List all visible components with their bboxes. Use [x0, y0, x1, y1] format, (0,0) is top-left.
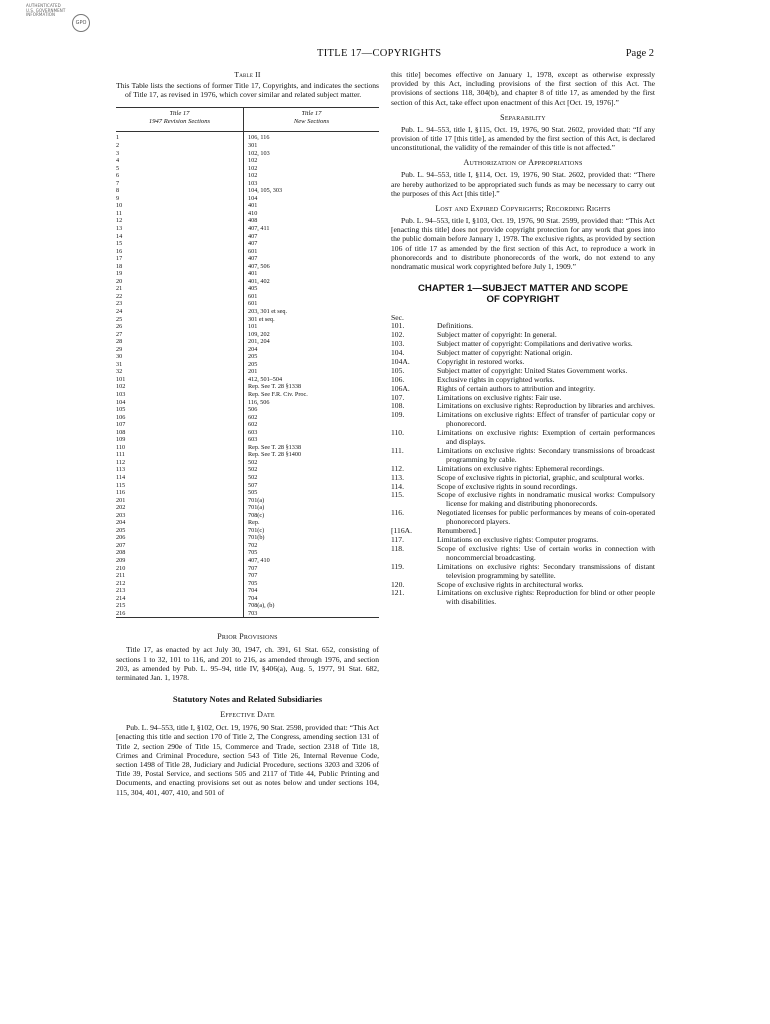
table-row-old-section: [116, 338, 243, 346]
old-section-number: 114: [116, 474, 126, 482]
new-section-reference: 201, 204: [248, 338, 270, 346]
table-row-old-section: [116, 361, 243, 369]
table-row-old-section: [116, 270, 243, 278]
table-row-old-section: [116, 165, 243, 173]
new-section-reference: 708(a), (b): [248, 602, 275, 610]
toc-item: [391, 509, 655, 527]
prior-provisions-heading: Prior Provisions: [217, 632, 278, 642]
table-row-old-section: [116, 436, 243, 444]
table-row-old-section: [116, 150, 243, 158]
toc-section-number: [116A.: [391, 526, 413, 536]
old-section-number: 18: [116, 262, 123, 270]
old-section-number: 213: [116, 587, 126, 595]
table-row-old-section: [116, 451, 243, 459]
new-section-reference: Rep. See T. 28 §1400: [248, 451, 302, 459]
new-section-reference: 601: [248, 247, 258, 255]
old-section-number: 8: [116, 187, 120, 195]
toc-section-title: Exclusive rights in copyrighted works.: [437, 374, 555, 384]
lost-copyrights-heading: Lost and Expired Copyrights; Recording Rights: [435, 204, 611, 214]
table-row-old-section: [116, 323, 243, 331]
table-row-old-section: [116, 512, 243, 520]
old-section-number: 19: [116, 270, 123, 278]
old-section-number: 107: [116, 421, 126, 429]
header-line: Title 17: [169, 110, 190, 118]
seal-line: U.S. GOVERNMENT: [26, 7, 66, 13]
table-title: Table II: [234, 70, 261, 79]
new-section-reference: 205: [248, 353, 258, 361]
old-section-number: 113: [116, 466, 126, 474]
new-section-reference: 201: [248, 368, 258, 376]
new-section-reference: 412, 501–504: [248, 375, 283, 383]
new-section-reference: 203, 301 et seq.: [248, 307, 288, 315]
new-section-reference: 703: [248, 609, 258, 617]
old-section-number: 207: [116, 541, 126, 549]
new-section-reference: 705: [248, 549, 258, 557]
old-section-number: 111: [116, 451, 125, 459]
new-section-reference: 102, 103: [248, 149, 270, 157]
table-row-old-section: [116, 278, 243, 286]
table-intro: This Table lists the sections of former Title 17, Copyrights, and indicates the sections of Title 17, as revised in 1976, which cover similar and related subject matter.: [116, 81, 379, 100]
old-section-number: 102: [116, 383, 126, 391]
table-row-old-section: [116, 534, 243, 542]
table-row-old-section: [116, 527, 243, 535]
new-section-reference: 601: [248, 292, 258, 300]
old-section-number: 103: [116, 391, 126, 398]
toc-item: [391, 429, 655, 447]
new-sections-column: [244, 132, 379, 617]
toc-section-number: 104.: [391, 347, 405, 357]
table-header-row: [116, 107, 379, 132]
old-section-number: 10: [116, 202, 123, 210]
prior-provisions-text: Title 17, as enacted by act July 30, 1947, ch. 391, 61 Stat. 652, consisting of sections 1 to 32, 101 to 116, and 201 to 216, as amended through 1976, and section 203, as amended by Pub. L. 95–94, title IV, §406(a), Aug. 5, 1977, 91 Stat. 682, terminated Jan. 1, 1978.: [116, 645, 379, 683]
new-section-reference: Rep. See T. 28 §1338: [248, 443, 302, 451]
new-section-reference: 401: [248, 202, 258, 210]
table-row-old-section: [116, 489, 243, 497]
statutory-notes-heading: Statutory Notes and Related Subsidiaries: [172, 694, 323, 705]
table-row-old-section: [116, 285, 243, 293]
new-section-reference: 101: [248, 323, 258, 331]
chapter-title-line: CHAPTER 1—SUBJECT MATTER AND SCOPE: [417, 283, 628, 295]
toc-section-title: Limitations on exclusive rights: Effect of transfer of particular copy or phonorecord.: [437, 410, 655, 429]
new-section-reference: Rep. See T. 28 §1338: [248, 383, 302, 391]
toc-section-title: Limitations on exclusive rights: Secondary transmissions of distant television programming by satellite.: [437, 561, 655, 580]
toc-section-title: Negotiated licenses for public performances by means of coin-operated phonorecord players.: [437, 508, 655, 527]
table-row-old-section: [116, 187, 243, 195]
toc-section-number: 116.: [391, 508, 405, 518]
old-section-number: 11: [116, 209, 122, 217]
old-section-number: 214: [116, 594, 126, 602]
toc-section-number: 106A.: [391, 383, 410, 393]
header-line: New Sections: [293, 118, 330, 126]
old-section-number: 32: [116, 368, 123, 376]
old-section-number: 31: [116, 360, 123, 368]
toc-section-number: 103.: [391, 339, 405, 349]
toc-section-title: Definitions.: [437, 321, 474, 331]
new-section-reference: 407: [248, 240, 258, 248]
toc-section-number: 121.: [391, 588, 405, 598]
old-section-number: 109: [116, 436, 126, 444]
appropriations-heading: Authorization of Appropriations: [463, 158, 583, 168]
table-row-old-section: [116, 565, 243, 573]
table-header-old: [116, 108, 244, 131]
new-section-reference: 109, 202: [248, 330, 270, 338]
old-section-number: 112: [116, 458, 126, 466]
table-row-old-section: [116, 466, 243, 474]
old-section-number: 104: [116, 398, 126, 406]
old-section-number: 4: [116, 157, 120, 165]
old-section-number: 30: [116, 353, 123, 361]
old-section-number: 212: [116, 579, 126, 587]
toc-section-title: Limitations on exclusive rights: Computer programs.: [437, 535, 599, 544]
toc-section-number: 104A.: [391, 356, 410, 366]
old-section-number: 20: [116, 277, 123, 285]
new-section-reference: Rep. See F.R. Civ. Proc.: [248, 391, 308, 398]
table-row-old-section: [116, 421, 243, 429]
new-section-reference: 116, 506: [248, 398, 270, 406]
seal-line: INFORMATION: [26, 12, 56, 18]
new-section-reference: 602: [248, 421, 258, 429]
toc-section-number: 115.: [391, 490, 405, 500]
toc-section-title: Scope of exclusive rights in nondramatic musical works: Compulsory license for making and distributing phonorecords.: [437, 490, 655, 509]
table-row-old-section: [116, 346, 243, 354]
table-row-old-section: [116, 255, 243, 263]
new-section-reference: 502: [248, 474, 258, 482]
old-section-number: 22: [116, 292, 123, 300]
old-section-number: 16: [116, 247, 123, 255]
new-section-reference: 102: [248, 172, 258, 180]
old-section-number: 206: [116, 534, 126, 542]
old-section-number: 116: [116, 489, 126, 497]
table-body: [116, 132, 379, 618]
old-section-number: 26: [116, 323, 123, 331]
old-section-number: 209: [116, 557, 126, 565]
table-row-old-section: [116, 353, 243, 361]
new-section-reference: 407: [248, 232, 258, 240]
new-section-reference: 603: [248, 436, 258, 444]
table-row-old-section: [116, 293, 243, 301]
old-section-number: 15: [116, 240, 123, 248]
toc-section-title: Subject matter of copyright: United States Government works.: [437, 365, 628, 375]
old-section-number: 115: [116, 481, 126, 489]
new-section-reference: 502: [248, 458, 258, 466]
old-section-number: 27: [116, 330, 123, 338]
table-row-old-section: [116, 202, 243, 210]
toc-section-title: Rights of certain authors to attribution and integrity.: [437, 383, 596, 393]
toc-item: [391, 545, 655, 563]
header-line: Title 17: [301, 110, 322, 118]
table-row-old-section: [116, 157, 243, 165]
new-section-reference: 701(b): [248, 534, 265, 542]
toc-item: [391, 563, 655, 581]
table-row-old-section: [116, 217, 243, 225]
toc-section-number: 105.: [391, 365, 405, 375]
toc-item: [391, 589, 655, 607]
old-section-number: 21: [116, 285, 123, 293]
toc-section-title: Scope of exclusive rights in architectural works.: [437, 579, 584, 589]
table-row-old-section: [116, 444, 243, 452]
table-row-old-section: [116, 195, 243, 203]
new-section-reference: 603: [248, 428, 258, 436]
effective-date-heading: Effective Date: [220, 710, 275, 720]
old-section-number: 203: [116, 511, 126, 519]
separability-text: Pub. L. 94–553, title I, §115, Oct. 19, 1976, 90 Stat. 2602, provided that: “If any provision of title 17 [this title], as amended by the first section of this Act, is declared unconstitutional, the validity of the remainder of this title is not affected.”: [391, 124, 655, 153]
old-section-number: 208: [116, 549, 126, 557]
old-section-number: 29: [116, 345, 123, 353]
new-section-reference: 204: [248, 345, 258, 353]
table-row-old-section: [116, 300, 243, 308]
chapter-title: [391, 283, 655, 305]
table-row-old-section: [116, 391, 243, 399]
chapter-title-line: OF COPYRIGHT: [486, 294, 560, 306]
toc-section-number: 102.: [391, 330, 405, 340]
toc-section-number: 101.: [391, 321, 405, 331]
new-section-reference: 602: [248, 413, 258, 421]
page-title: TITLE 17—COPYRIGHTS: [317, 48, 442, 59]
new-section-reference: 407, 411: [248, 224, 270, 232]
old-section-number: 9: [116, 194, 120, 202]
section-table: [116, 107, 379, 618]
toc-section-title: Renumbered.]: [437, 526, 481, 536]
table-row-old-section: [116, 368, 243, 376]
table-row-old-section: [116, 595, 243, 603]
toc-section-title: Limitations on exclusive rights: Fair use.: [437, 392, 562, 402]
table-row-old-section: [116, 610, 243, 618]
old-section-number: 216: [116, 609, 126, 617]
table-row-old-section: [116, 429, 243, 437]
new-section-reference: 502: [248, 466, 258, 474]
old-section-number: 110: [116, 443, 126, 451]
new-section-reference: 407, 410: [248, 557, 270, 565]
effective-date-text: Pub. L. 94–553, title I, §102, Oct. 19, 1976, 90 Stat. 2598, provided that: “This Act [enacting this title and section 170 of Title 2, The Congress, amending section 131 of Title 2, section 290e of Title 15, Commerce and Trade, section 2318 of Title 18, Crimes and Criminal Procedure, section 543 of Title 26, Internal Revenue Code, section 1498 of Title 28, Judiciary and Judicial Procedure, sections 3203 and 3206 of Title 39, Postal Service, and sections 505 and 2117 of Title 44, Public Printing and Documents, and enacting provisions set out as notes below and under sections 104, 115, 304, 401, 407, 410, and 501 of: [116, 723, 379, 797]
toc-section-number: 112.: [391, 463, 405, 473]
continued-text: this title] becomes effective on January 1, 1978, except as otherwise expressly provided by this Act, including provisions of the first section of this Act. The provisions of sections 118, 304(b), and chapter 8 of title 17, as amended by the first section of this Act, take effect upon enactment of this Act [Oct. 19, 1976].”: [391, 70, 655, 107]
table-row-old-section: [116, 263, 243, 271]
table-row-old-section: [116, 248, 243, 256]
old-section-number: 105: [116, 406, 126, 414]
table-row-old-section: [116, 474, 243, 482]
old-section-number: 101: [116, 375, 126, 383]
new-section-reference: 401, 402: [248, 277, 270, 285]
appropriations-text: Pub. L. 94–553, title I, §114, Oct. 19, 1976, 90 Stat. 2602, provided that: “There are hereby authorized to be appropriated such funds as may be necessary to carry out the purposes of this Act [this title].”: [391, 170, 655, 198]
new-section-reference: Rep.: [248, 519, 260, 527]
table-row-old-section: [116, 331, 243, 339]
new-section-reference: 106, 116: [248, 134, 270, 142]
old-section-number: 215: [116, 602, 126, 610]
old-section-number: 17: [116, 255, 123, 263]
old-section-number: 202: [116, 504, 126, 512]
new-section-reference: 601: [248, 300, 258, 308]
new-section-reference: 507: [248, 481, 258, 489]
toc-section-number: 108.: [391, 401, 405, 411]
table-row-old-section: [116, 519, 243, 527]
toc-section-title: Scope of exclusive rights: Use of certain works in connection with noncommercial broadcasting.: [437, 543, 655, 562]
toc-section-number: 111.: [391, 445, 404, 455]
new-section-reference: 704: [248, 587, 258, 595]
table-row-old-section: [116, 383, 243, 391]
old-section-number: 24: [116, 307, 123, 315]
separability-heading: Separability: [500, 112, 546, 122]
new-section-reference: 103: [248, 179, 258, 187]
table-row-old-section: [116, 134, 243, 142]
new-section-reference: 505: [248, 489, 258, 497]
old-section-number: 205: [116, 526, 126, 534]
toc-list: [391, 322, 655, 607]
table-row-old-section: [116, 172, 243, 180]
new-section-reference: 102: [248, 157, 258, 165]
toc-section-title: Subject matter of copyright: In general.: [437, 330, 557, 340]
table-of-contents: [391, 313, 655, 607]
old-section-number: 13: [116, 224, 123, 232]
table-row-old-section: [116, 580, 243, 588]
table-row-old-section: [116, 572, 243, 580]
table-row-old-section: [116, 557, 243, 565]
table-row-old-section: [116, 482, 243, 490]
lost-copyrights-text: Pub. L. 94–553, title I, §103, Oct. 19, 1976, 90 Stat. 2599, provided that: “This Act [enacting this title] does not provide copyright protection for any work that goes into the public domain before January 1, 1978. The exclusive rights, as provided by section 106 of title 17 as amended by the first section of this Act, to reproduce a work in phonorecords and to distribute phonorecords of the work, do not extend to any nondramatic musical work copyrighted before July 1, 1909.”: [391, 216, 655, 272]
seal-text: [26, 4, 106, 18]
toc-item: [391, 447, 655, 465]
toc-section-title: Limitations on exclusive rights: Reproduction by libraries and archives.: [437, 401, 655, 411]
toc-section-title: Limitations on exclusive rights: Exemption of certain performances and displays.: [437, 428, 655, 447]
table-row-old-section: [116, 497, 243, 505]
table-row-old-section: [116, 233, 243, 241]
toc-section-title: Limitations on exclusive rights: Reproduction for blind or other people with disabilities.: [437, 588, 655, 607]
toc-section-number: 107.: [391, 392, 405, 402]
new-section-reference: 408: [248, 217, 258, 225]
table-row-old-section: [116, 504, 243, 512]
old-section-number: 5: [116, 164, 120, 172]
table-row-old-section: [116, 587, 243, 595]
new-section-reference: 707: [248, 564, 258, 572]
old-section-number: 28: [116, 338, 123, 346]
table-row-old-section: [116, 240, 243, 248]
table-row-old-section: [116, 549, 243, 557]
old-section-number: 3: [116, 149, 120, 157]
new-section-reference: 410: [248, 209, 258, 217]
page-number: Page 2: [625, 48, 654, 59]
toc-section-number: 109.: [391, 410, 405, 420]
seal-badge: GPO: [72, 14, 90, 32]
old-section-number: 23: [116, 300, 123, 308]
toc-item: [391, 491, 655, 509]
toc-section-number: 120.: [391, 579, 405, 589]
toc-section-number: 118.: [391, 543, 405, 553]
toc-section-title: Copyright in restored works.: [437, 356, 525, 366]
new-section-reference: 701(a): [248, 504, 265, 512]
table-row-old-section: [116, 376, 243, 384]
new-section-reference: 205: [248, 360, 258, 368]
new-section-reference: 707: [248, 572, 258, 580]
new-section-reference: 405: [248, 285, 258, 293]
old-sections-column: [116, 132, 244, 617]
toc-item: [391, 411, 655, 429]
table-row-old-section: [116, 308, 243, 316]
new-section-reference: 102: [248, 164, 258, 172]
old-section-number: 201: [116, 496, 126, 504]
old-section-number: 204: [116, 519, 126, 527]
table-row-old-section: [116, 602, 243, 610]
toc-section-title: Scope of exclusive rights in sound recordings.: [437, 481, 578, 491]
old-section-number: 6: [116, 172, 120, 180]
toc-section-number: 110.: [391, 428, 405, 438]
old-section-number: 14: [116, 232, 123, 240]
new-section-reference: 301: [248, 141, 258, 149]
right-column: [391, 70, 655, 607]
new-section-reference: 704: [248, 594, 258, 602]
toc-section-number: 106.: [391, 374, 405, 384]
new-section-reference: 104, 105, 303: [248, 187, 283, 195]
old-section-number: 2: [116, 141, 120, 149]
new-section-reference: 104: [248, 194, 258, 202]
new-section-reference: 407: [248, 255, 258, 263]
toc-section-number: 117.: [391, 535, 405, 544]
toc-section-number: 119.: [391, 561, 405, 571]
toc-section-title: Subject matter of copyright: National origin.: [437, 347, 573, 357]
toc-header: Sec.: [391, 313, 404, 323]
authentication-seal: [26, 4, 106, 34]
table-row-old-section: [116, 406, 243, 414]
old-section-number: 211: [116, 572, 126, 580]
old-section-number: 12: [116, 217, 123, 225]
table-row-old-section: [116, 542, 243, 550]
table-row-old-section: [116, 414, 243, 422]
toc-section-number: 114.: [391, 481, 405, 491]
new-section-reference: 701(a): [248, 496, 265, 504]
new-section-reference: 708(c): [248, 511, 265, 519]
toc-section-title: Limitations on exclusive rights: Ephemeral recordings.: [437, 463, 605, 473]
table-row-old-section: [116, 225, 243, 233]
old-section-number: 106: [116, 413, 126, 421]
new-section-reference: 705: [248, 579, 258, 587]
old-section-number: 7: [116, 179, 120, 187]
new-section-reference: 506: [248, 406, 258, 414]
toc-section-number: 113.: [391, 472, 405, 482]
table-row-old-section: [116, 459, 243, 467]
header-line: 1947 Revision Sections: [148, 118, 211, 126]
table-row-old-section: [116, 210, 243, 218]
new-section-reference: 301 et seq.: [248, 315, 275, 323]
seal-line: AUTHENTICATED: [26, 3, 61, 8]
old-section-number: 1: [116, 134, 120, 142]
new-section-reference: 701(c): [248, 526, 265, 534]
table-row-old-section: [116, 180, 243, 188]
table-row-old-section: [116, 142, 243, 150]
table-header-new: [244, 108, 379, 131]
old-section-number: 108: [116, 428, 126, 436]
new-section-reference: 702: [248, 541, 258, 549]
left-column: [116, 70, 379, 797]
toc-section-title: Subject matter of copyright: Compilations and derivative works.: [437, 339, 633, 349]
new-section-reference: 401: [248, 270, 258, 278]
toc-section-title: Limitations on exclusive rights: Secondary transmissions of broadcast programming by cable.: [437, 445, 655, 464]
old-section-number: 210: [116, 564, 126, 572]
new-section-reference: 407, 506: [248, 262, 270, 270]
table-row-old-section: [116, 316, 243, 324]
toc-section-title: Scope of exclusive rights in pictorial, graphic, and sculptural works.: [437, 472, 645, 482]
table-row-old-section: [116, 399, 243, 407]
old-section-number: 25: [116, 315, 123, 323]
